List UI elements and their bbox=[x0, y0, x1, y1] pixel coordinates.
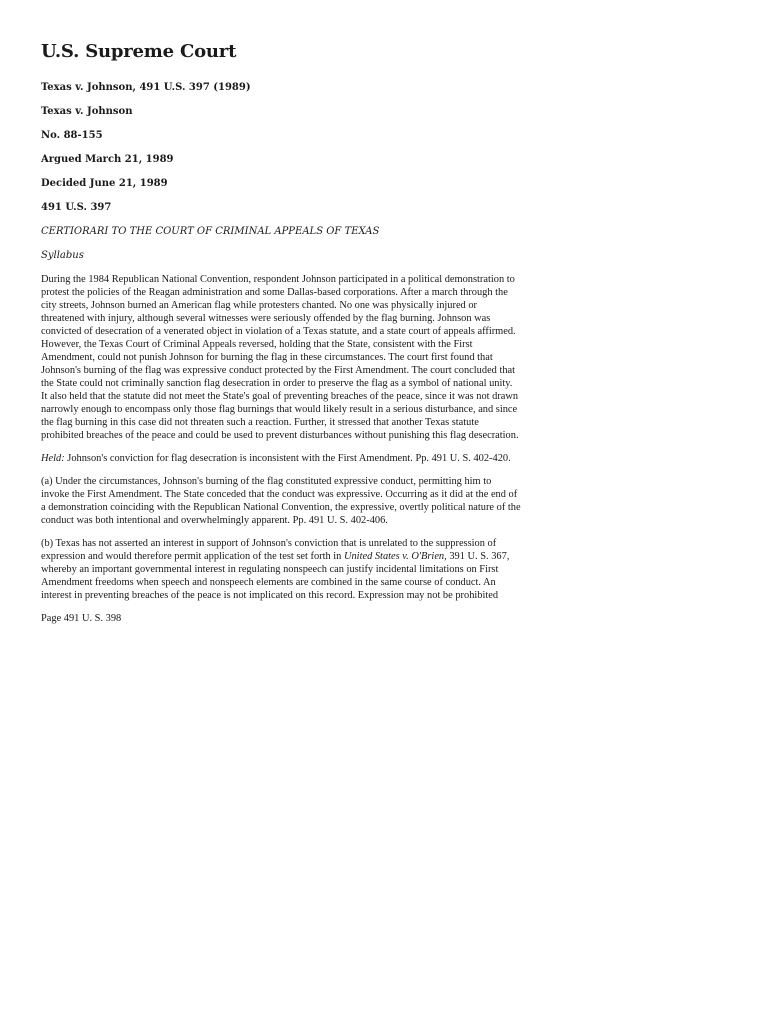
decided-date: Decided June 21, 1989 bbox=[41, 178, 168, 189]
held-label: Held: bbox=[41, 453, 65, 464]
paragraph-b-end: 391 U. S. 367, whereby an important governmental interest in regulating nonspeech can justify incidental limitations on First Amendment freedoms when speech and nonspeech elements are combined in the same course of conduct. An interest in preventing breaches of the peace is not implicated on this record. Expression may not be prohibited bbox=[41, 551, 510, 601]
syllabus-paragraph-facts: During the 1984 Republican National Convention, respondent Johnson participated in a political demonstration to protest the policies of the Reagan administration and some Dallas-based corporations. After a march through the city streets, Johnson burned an American flag while protesters chanted. No one was physically injured or threatened with injury, although several witnesses were seriously offended by the flag burning. Johnson was convicted of desecration of a venerated object in violation of a Texas statute, and a state court of appeals affirmed. However, the Texas Court of Criminal Appeals reversed, holding that the State, consistent with the First Amendment, could not punish Johnson for burning the flag in these circumstances. The court first found that Johnson's burning of the flag was expressive conduct protected by the First Amendment. The court concluded that the State could not criminally sanction flag desecration in order to preserve the flag as a symbol of national unity. It also held that the statute did not meet the State's goal of preventing breaches of the peace, since it was not drawn narrowly enough to encompass only those flag burnings that would likely result in a serious disturbance, and since the flag burning in this case did not threaten such a reaction. Further, it stressed that another Texas statute prohibited breaches of the peace and could be used to prevent disturbances without punishing this flag desecration. bbox=[41, 274, 519, 441]
page-marker: Page 491 U. S. 398 bbox=[41, 613, 122, 624]
syllabus-paragraph-b bbox=[41, 537, 521, 602]
certiorari-line: CERTIORARI TO THE COURT OF CRIMINAL APPEALS OF TEXAS bbox=[41, 226, 380, 237]
reporter-citation: 491 U.S. 397 bbox=[41, 202, 112, 213]
argued-date: Argued March 21, 1989 bbox=[41, 154, 174, 165]
case-name: Texas v. Johnson bbox=[41, 106, 133, 117]
document-body bbox=[41, 40, 521, 625]
held-paragraph bbox=[41, 452, 521, 465]
held-text: Johnson's conviction for flag desecration is inconsistent with the First Amendment. Pp. 491 U. S. 402-420. bbox=[64, 453, 511, 464]
docket-number: No. 88-155 bbox=[41, 130, 103, 141]
paragraph-b-start: (b) Texas has not asserted an interest in support of Johnson's conviction that is unrelated to the suppression of expression and would therefore permit application of the test set forth in bbox=[41, 538, 497, 562]
syllabus-paragraph-a: (a) Under the circumstances, Johnson's burning of the flag constituted expressive conduct, permitting him to invoke the First Amendment. The State conceded that the conduct was expressive. Occurring as it did at the end of a demonstration coinciding with the Republican National Convention, the expressive, overtly political nature of the conduct was both intentional and overwhelmingly apparent. Pp. 491 U. S. 402-406. bbox=[41, 476, 521, 526]
page-title: U.S. Supreme Court bbox=[41, 41, 237, 62]
syllabus-heading: Syllabus bbox=[41, 250, 84, 261]
obrien-case-name: United States v. O'Brien, bbox=[343, 551, 447, 562]
case-citation: Texas v. Johnson, 491 U.S. 397 (1989) bbox=[41, 82, 251, 93]
